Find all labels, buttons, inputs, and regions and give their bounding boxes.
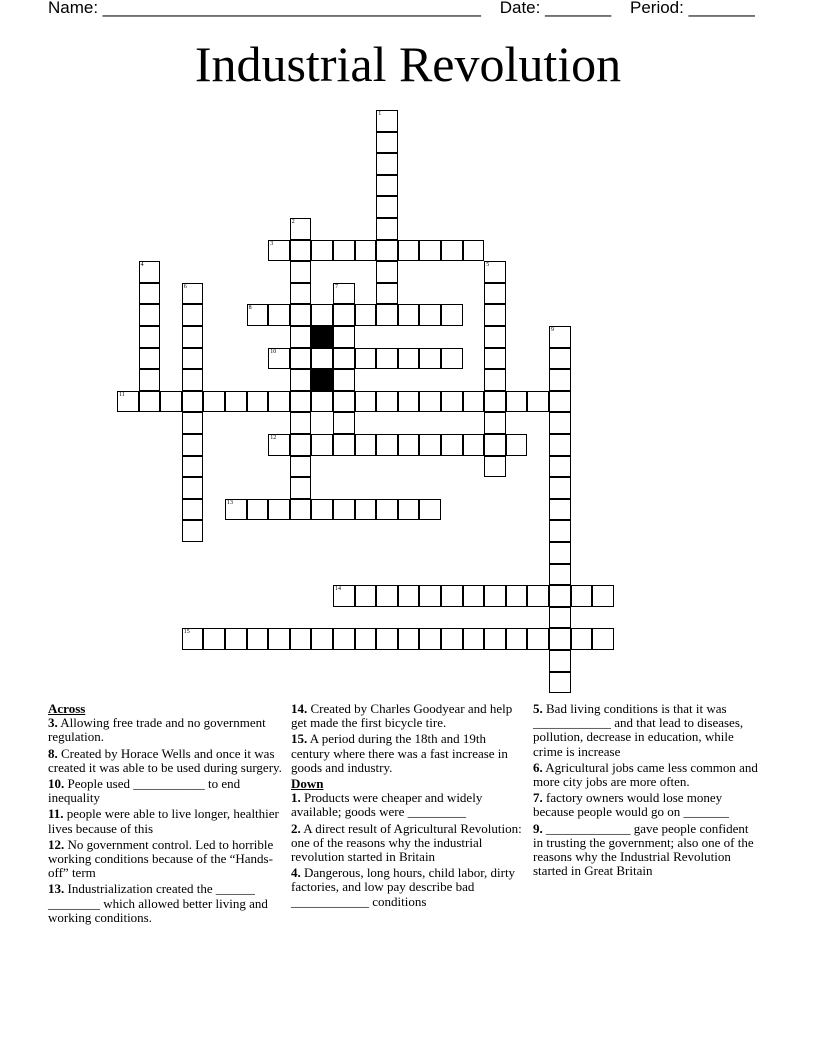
grid-cell[interactable] — [549, 391, 571, 413]
grid-cell[interactable] — [376, 196, 398, 218]
grid-cell[interactable] — [463, 628, 485, 650]
grid-cell[interactable] — [333, 434, 355, 456]
grid-cell[interactable] — [484, 369, 506, 391]
grid-cell[interactable] — [419, 304, 441, 326]
grid-cell[interactable] — [139, 348, 161, 370]
cell-number: 4 — [140, 262, 144, 269]
grid-cell[interactable] — [376, 585, 398, 607]
grid-cell[interactable] — [311, 304, 333, 326]
grid-cell[interactable] — [549, 650, 571, 672]
cell-number: 9 — [551, 327, 554, 333]
grid-cell[interactable] — [376, 132, 398, 154]
grid-cell[interactable] — [441, 348, 463, 370]
cell-number: 12 — [270, 435, 277, 441]
grid-cell[interactable] — [290, 456, 312, 478]
grid-cell[interactable] — [463, 240, 485, 262]
name-field[interactable]: Name: ________________________________________ — [48, 0, 481, 17]
grid-cell[interactable] — [506, 434, 528, 456]
grid-cell[interactable] — [398, 391, 420, 413]
grid-cell[interactable] — [441, 304, 463, 326]
grid-cell[interactable] — [247, 499, 269, 521]
grid-cell[interactable] — [182, 477, 204, 499]
page-title: Industrial Revolution — [194, 36, 622, 92]
grid-cell-black — [311, 369, 333, 391]
grid-cell[interactable] — [290, 261, 312, 283]
grid-cell[interactable] — [182, 304, 204, 326]
grid-cell[interactable] — [139, 326, 161, 348]
grid-cell[interactable] — [549, 456, 571, 478]
grid-cell[interactable] — [549, 499, 571, 521]
grid-cell[interactable] — [247, 391, 269, 413]
grid-cell[interactable] — [225, 628, 247, 650]
grid-cell[interactable] — [311, 499, 333, 521]
grid-cell[interactable] — [182, 391, 204, 413]
grid-cell[interactable] — [182, 283, 204, 305]
grid-cell[interactable] — [333, 412, 355, 434]
grid-cell[interactable] — [376, 391, 398, 413]
grid-cell[interactable] — [290, 304, 312, 326]
grid-cell[interactable] — [549, 348, 571, 370]
period-field[interactable]: Period: _______ — [630, 0, 755, 17]
clue-across-3: 3. Allowing free trade and no government regulation. — [48, 715, 266, 745]
grid-cell[interactable] — [592, 585, 614, 607]
grid-cell[interactable] — [549, 607, 571, 629]
grid-cell[interactable] — [182, 348, 204, 370]
grid-cell[interactable] — [311, 240, 333, 262]
grid-cell[interactable] — [549, 542, 571, 564]
grid-cell[interactable] — [139, 261, 161, 283]
cell-number: 14 — [335, 586, 341, 593]
grid-cell[interactable] — [441, 240, 463, 262]
grid-cell[interactable] — [484, 304, 506, 326]
grid-cell[interactable] — [376, 218, 398, 240]
grid-cell[interactable] — [290, 218, 312, 240]
grid-cell[interactable] — [333, 326, 355, 348]
cell-number: 5 — [486, 262, 490, 269]
grid-cell[interactable] — [225, 499, 247, 521]
grid-cell[interactable] — [290, 434, 312, 456]
clue-down-7: 7. factory owners would lose money because people would go on _______ — [533, 790, 730, 820]
grid-cell[interactable] — [139, 304, 161, 326]
grid-cell[interactable] — [333, 391, 355, 413]
grid-cell[interactable] — [268, 434, 290, 456]
cell-number: 10 — [270, 348, 277, 355]
grid-cell[interactable] — [355, 434, 377, 456]
grid-cell[interactable] — [506, 391, 528, 413]
cell-number: 2 — [291, 219, 295, 225]
grid-cell[interactable] — [441, 434, 463, 456]
grid-cell[interactable] — [549, 628, 571, 650]
grid-cell[interactable] — [463, 585, 485, 607]
grid-cell[interactable] — [376, 628, 398, 650]
grid-cell[interactable] — [333, 499, 355, 521]
clue-across-15: 15. A period during the 18th and 19th century where there was a fast increase in goods and industry. — [291, 731, 508, 775]
grid-cell[interactable] — [376, 240, 398, 262]
grid-cell[interactable] — [549, 434, 571, 456]
grid-cell[interactable] — [376, 261, 398, 283]
grid-cell[interactable] — [484, 412, 506, 434]
grid-cell[interactable] — [182, 520, 204, 542]
cell-number: 6 — [183, 283, 187, 290]
grid-cell[interactable] — [290, 369, 312, 391]
grid-cell[interactable] — [355, 304, 377, 326]
clues-column-1 — [48, 702, 283, 927]
grid-cell[interactable] — [290, 240, 312, 262]
grid-cell[interactable] — [484, 585, 506, 607]
grid-cell[interactable] — [311, 434, 333, 456]
clue-across-13: 13. Industrialization created the ______ ________ which allowed better living and working conditions. — [48, 881, 268, 925]
grid-cell[interactable] — [333, 628, 355, 650]
grid-cell[interactable] — [376, 153, 398, 175]
grid-cell[interactable] — [203, 628, 225, 650]
grid-cell[interactable] — [484, 283, 506, 305]
grid-cell[interactable] — [549, 520, 571, 542]
grid-cell[interactable] — [290, 326, 312, 348]
grid-cell[interactable] — [355, 628, 377, 650]
grid-cell[interactable] — [160, 391, 182, 413]
grid-cell-black — [311, 326, 333, 348]
grid-cell[interactable] — [290, 348, 312, 370]
grid-cell[interactable] — [182, 412, 204, 434]
grid-cell[interactable] — [484, 434, 506, 456]
grid-cell[interactable] — [268, 304, 290, 326]
grid-cell[interactable] — [290, 391, 312, 413]
grid-cell[interactable] — [441, 391, 463, 413]
grid-cell[interactable] — [139, 391, 161, 413]
cell-number: 3 — [270, 240, 274, 247]
grid-cell[interactable] — [441, 628, 463, 650]
grid-cell[interactable] — [182, 499, 204, 521]
grid-cell[interactable] — [290, 477, 312, 499]
grid-cell[interactable] — [441, 585, 463, 607]
grid-cell[interactable] — [463, 391, 485, 413]
grid-cell[interactable] — [484, 348, 506, 370]
grid-cell[interactable] — [117, 391, 139, 413]
clue-down-1: 1. Products were cheaper and widely available; goods were _________ — [291, 790, 483, 820]
grid-cell[interactable] — [333, 240, 355, 262]
clue-down-5: 5. Bad living conditions is that it was ____________ and that lead to diseases, pollution, decrease in education, while crime is increase — [533, 701, 744, 759]
grid-cell[interactable] — [376, 434, 398, 456]
grid-cell[interactable] — [419, 499, 441, 521]
grid-cell[interactable] — [398, 348, 420, 370]
clue-down-2: 2. A direct result of Agricultural Revolution: one of the reasons why the industrial revolution started in Britain — [291, 820, 522, 865]
clue-down-6: 6. Agricultural jobs came less common and more city jobs are more often. — [533, 759, 758, 790]
cell-number: 8 — [248, 305, 252, 312]
grid-cell[interactable] — [139, 283, 161, 305]
clue-across-12: 12. No government control. Led to horrible working conditions because of the “Hands-off” term — [48, 836, 274, 881]
grid-cell[interactable] — [376, 304, 398, 326]
grid-cell[interactable] — [463, 434, 485, 456]
grid-cell[interactable] — [571, 585, 593, 607]
grid-cell[interactable] — [311, 391, 333, 413]
clues-column-2 — [291, 702, 523, 911]
grid-cell[interactable] — [506, 628, 528, 650]
grid-cell[interactable] — [549, 564, 571, 586]
grid-cell[interactable] — [333, 585, 355, 607]
down-heading: Down — [291, 776, 324, 792]
grid-cell[interactable] — [398, 499, 420, 521]
grid-cell[interactable] — [592, 628, 614, 650]
grid-cell[interactable] — [268, 499, 290, 521]
clue-across-14: 14. Created by Charles Goodyear and help get made the first bicycle tire. — [291, 701, 513, 731]
grid-cell[interactable] — [182, 369, 204, 391]
grid-cell[interactable] — [290, 628, 312, 650]
grid-cell[interactable] — [419, 585, 441, 607]
grid-cell[interactable] — [203, 391, 225, 413]
grid-cell[interactable] — [182, 628, 204, 650]
grid-cell[interactable] — [182, 326, 204, 348]
grid-cell[interactable] — [182, 434, 204, 456]
grid-cell[interactable] — [247, 628, 269, 650]
grid-cell[interactable] — [549, 672, 571, 694]
grid-cell[interactable] — [376, 348, 398, 370]
clue-down-9: 9. _____________ gave people confident in trusting the government; also one of the reasons why the Industrial Revolution started in Great Britain — [533, 820, 754, 879]
grid-cell[interactable] — [182, 456, 204, 478]
grid-cell[interactable] — [419, 628, 441, 650]
grid-cell[interactable] — [290, 283, 312, 305]
grid-cell[interactable] — [419, 391, 441, 413]
grid-cell[interactable] — [376, 110, 398, 132]
grid-cell[interactable] — [311, 348, 333, 370]
clue-across-10: 10. People used ___________ to end inequality — [48, 776, 241, 806]
grid-cell[interactable] — [268, 240, 290, 262]
clue-down-4: 4. Dangerous, long hours, child labor, dirty factories, and low pay describe bad ____________ conditions — [291, 865, 516, 909]
grid-cell[interactable] — [549, 477, 571, 499]
grid-cell[interactable] — [419, 348, 441, 370]
grid-cell[interactable] — [549, 412, 571, 434]
date-field[interactable]: Date: _______ — [499, 0, 612, 17]
grid-cell[interactable] — [484, 326, 506, 348]
grid-cell[interactable] — [268, 391, 290, 413]
grid-cell[interactable] — [419, 434, 441, 456]
grid-cell[interactable] — [355, 348, 377, 370]
grid-cell[interactable] — [398, 434, 420, 456]
grid-cell[interactable] — [398, 628, 420, 650]
grid-cell[interactable] — [419, 240, 441, 262]
grid-cell[interactable] — [549, 326, 571, 348]
clue-across-11: 11. people were able to live longer, healthier lives because of this — [48, 806, 279, 836]
grid-cell[interactable] — [290, 499, 312, 521]
cell-number: 1 — [378, 111, 382, 117]
grid-cell[interactable] — [247, 304, 269, 326]
grid-cell[interactable] — [268, 348, 290, 370]
cell-number: 15 — [183, 629, 190, 636]
grid-cell[interactable] — [355, 585, 377, 607]
grid-cell[interactable] — [549, 369, 571, 391]
clue-across-8: 8. Created by Horace Wells and once it was created it was able to be used during surgery. — [48, 745, 282, 775]
grid-cell[interactable] — [571, 628, 593, 650]
grid-cell[interactable] — [484, 628, 506, 650]
across-heading: Across — [48, 701, 86, 716]
grid-cell[interactable] — [355, 499, 377, 521]
grid-cell[interactable] — [225, 391, 247, 413]
grid-cell[interactable] — [376, 499, 398, 521]
grid-cell[interactable] — [376, 175, 398, 197]
grid-cell[interactable] — [484, 261, 506, 283]
grid-cell[interactable] — [333, 283, 355, 305]
grid-cell[interactable] — [398, 240, 420, 262]
cell-number: 7 — [335, 283, 338, 290]
grid-cell[interactable] — [484, 391, 506, 413]
grid-cell[interactable] — [355, 240, 377, 262]
grid-cell[interactable] — [268, 628, 290, 650]
grid-cell[interactable] — [333, 304, 355, 326]
grid-cell[interactable] — [139, 369, 161, 391]
cell-number: 11 — [119, 391, 125, 398]
grid-cell[interactable] — [376, 283, 398, 305]
grid-cell[interactable] — [290, 412, 312, 434]
grid-cell[interactable] — [398, 304, 420, 326]
grid-cell[interactable] — [549, 585, 571, 607]
grid-cell[interactable] — [398, 585, 420, 607]
grid-cell[interactable] — [484, 456, 506, 478]
grid-cell[interactable] — [527, 391, 549, 413]
grid-cell[interactable] — [527, 585, 549, 607]
grid-cell[interactable] — [333, 348, 355, 370]
grid-cell[interactable] — [506, 585, 528, 607]
grid-cell[interactable] — [333, 369, 355, 391]
grid-cell[interactable] — [311, 628, 333, 650]
cell-number: 13 — [227, 499, 233, 506]
clues-column-3 — [533, 702, 758, 880]
grid-cell[interactable] — [527, 628, 549, 650]
grid-cell[interactable] — [355, 391, 377, 413]
